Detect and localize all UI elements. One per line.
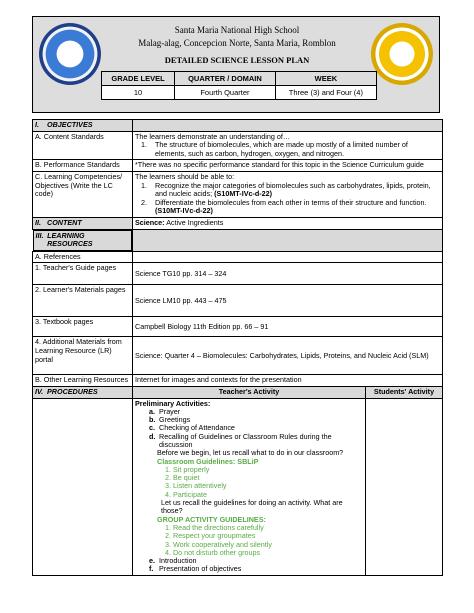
- grade-level-value: 10: [102, 86, 175, 100]
- step-item: Recalling of Guidelines or Classroom Rules during the discussion: [159, 431, 332, 449]
- performance-standards-text: *There was no specific performance standard for this topic in the Science Curriculum guide: [133, 160, 443, 172]
- learning-competencies-label: C. Learning Competencies/ Objectives (Write the LC code): [33, 171, 133, 217]
- group-guidelines-title: GROUP ACTIVITY GUIDELINES:: [157, 514, 266, 524]
- lc-item-1: Recognize the major categories of biomolecules such as carbohydrates, lipids, protein, and nucleic acids;: [155, 180, 431, 199]
- teacher-activity-header: Teacher's Activity: [133, 386, 366, 398]
- lc-item-2: Differentiate the biomolecules from each other in terms of their structure and function.: [155, 197, 427, 207]
- deped-seal-logo: DepEd: [39, 23, 101, 85]
- resource-row: [33, 285, 443, 317]
- content-standards-item: The structure of biomolecules, which are made up mostly of a limited number of elements, such as carbon, hydrogen, oxygen, and nitrogen.: [155, 140, 408, 158]
- classroom-rule: 3. Listen attentively: [165, 481, 227, 491]
- quarter-value: Fourth Quarter: [175, 86, 276, 100]
- other-resources-label: B. Other Learning Resources: [33, 375, 133, 387]
- performance-standards-label: B. Performance Standards: [33, 160, 133, 172]
- week-header: WEEK: [275, 72, 376, 86]
- other-resources-value: Internet for images and contexts for the presentation: [133, 375, 443, 387]
- plan-title: DETAILED SCIENCE LESSON PLAN: [164, 55, 310, 65]
- references-row: [33, 251, 443, 263]
- content-subject: Science:: [135, 217, 165, 227]
- group-rule: 4. Do not disturb other groups: [165, 547, 261, 557]
- learning-competencies-intro: The learners should be able to:: [135, 171, 235, 181]
- prelim-title: Preliminary Activities:: [135, 398, 211, 408]
- group-rule: 3. Work cooperatively and silently: [165, 539, 272, 549]
- school-name: Santa Maria National High School: [174, 25, 300, 35]
- objectives-section: I. OBJECTIVES: [33, 120, 443, 132]
- references-label: A. References: [33, 251, 133, 263]
- content-section: II. CONTENT Science: Active Ingredients: [33, 217, 443, 229]
- resource-label: 3. Textbook pages: [33, 317, 133, 337]
- other-resources-row: [33, 375, 443, 387]
- resource-row: [33, 263, 443, 285]
- content-standards-row: A. Content Standards The learners demonstrate an understanding of… 1. The structure of biomolecules, which are made up mostly of a limited number of elements, such as carbon, hydrogen, oxygen, and nitrogen.: [33, 131, 443, 160]
- classroom-rule: 1. Sit properly: [165, 464, 210, 474]
- resources-section: III. LEARNING RESOURCES: [33, 229, 443, 251]
- lesson-plan-table: [32, 119, 443, 576]
- recall-prompt: Before we begin, let us recall what to do in our classroom?: [157, 448, 344, 458]
- objectives-title: OBJECTIVES: [47, 120, 93, 129]
- procedures-title: PROCEDURES: [47, 386, 98, 396]
- performance-standards-row: [33, 160, 443, 172]
- resource-value: Campbell Biology 11th Edition pp. 66 – 91: [133, 317, 443, 337]
- resource-value: Science LM10 pp. 443 – 475: [133, 285, 443, 317]
- learning-competencies-row: C. Learning Competencies/ Objectives (Write the LC code) The learners should be able to: 1. Recognize the major categories of biomolecules such as carbohydrates, lipids, protein, and nucleic acids; (S10MT-IVc-d-22) 2. Differentiate the biomolecules from each other in terms of their structure and function. (S10MT-IVc-d-22): [33, 171, 443, 217]
- resource-value: Science: Quarter 4 – Biomolecules: Carbohydrates, Lipids, Proteins, and Nucleic Acid (SLM): [133, 337, 443, 375]
- quarter-header: QUARTER / DOMAIN: [175, 72, 276, 86]
- procedures-section: IV. PROCEDURES Teacher's Activity Students' Activity: [33, 386, 443, 398]
- student-activity-header: Students' Activity: [366, 386, 443, 398]
- lc-code-2: (S10MT-IVc-d-22): [155, 206, 213, 216]
- resource-label: 4. Additional Materials from Learning Resource (LR) portal: [33, 337, 133, 375]
- student-activity-cell: [366, 398, 443, 575]
- classroom-guidelines-title: Classroom Guidelines: SBLiP: [157, 456, 259, 466]
- classroom-rule: 2. Be quiet: [165, 473, 200, 483]
- school-address: Malag-alag, Concepcion Norte, Santa Maria, Romblon: [138, 38, 336, 48]
- resource-row: [33, 317, 443, 337]
- content-topic: Active Ingredients: [166, 217, 224, 227]
- group-prompt: Let us recall the guidelines for doing an activity. What are those?: [161, 498, 343, 516]
- teacher-activity-cell: Preliminary Activities: a. Prayer b. Greetings c. Checking of Attendance d. Recalling of Guidelines or Classroom Rules during the discussion Before we begin, let us recall what to do in our classroom? Classroom Guidelines: SBLiP 1. Sit properly 2. Be quiet 3. Listen attentively 4. Participate Let us recall the guidelines for doing an activity. What are those? GROUP ACTIVITY GUIDELINES: 1. Read the directions carefully 2. Respect your groupmates 3. Work cooperatively and silently 4. Do not disturb other groups e. Introduction f. Presentation of objectives: [133, 398, 366, 575]
- resource-label: 2. Learner's Materials pages: [33, 285, 133, 317]
- step-item: Presentation of objectives: [159, 564, 242, 574]
- grade-level-header: GRADE LEVEL: [102, 72, 175, 86]
- resources-title: LEARNING RESOURCES: [47, 230, 93, 249]
- grade-info-table: [101, 71, 377, 100]
- school-seal-logo: SMNHS: [371, 23, 433, 85]
- lc-code-1: (S10MT-IVc-d-22): [214, 189, 273, 199]
- school-header: [32, 16, 440, 113]
- content-title: CONTENT: [47, 217, 82, 227]
- group-rule: 2. Respect your groupmates: [165, 531, 256, 541]
- week-value: Three (3) and Four (4): [275, 86, 376, 100]
- classroom-rule: 4. Participate: [165, 489, 207, 499]
- step-item: Checking of Attendance: [159, 423, 235, 433]
- content-standards-intro: The learners demonstrate an understanding of…: [135, 131, 291, 141]
- step-item: Greetings: [159, 415, 191, 425]
- resource-label: 1. Teacher's Guide pages: [33, 263, 133, 285]
- step-item: Prayer: [159, 406, 181, 416]
- group-rule: 1. Read the directions carefully: [165, 522, 264, 532]
- procedures-row: [33, 398, 443, 575]
- content-standards-label: A. Content Standards: [33, 131, 133, 160]
- step-item: Introduction: [159, 556, 197, 566]
- resource-value: Science TG10 pp. 314 – 324: [133, 263, 443, 285]
- resource-row: [33, 337, 443, 375]
